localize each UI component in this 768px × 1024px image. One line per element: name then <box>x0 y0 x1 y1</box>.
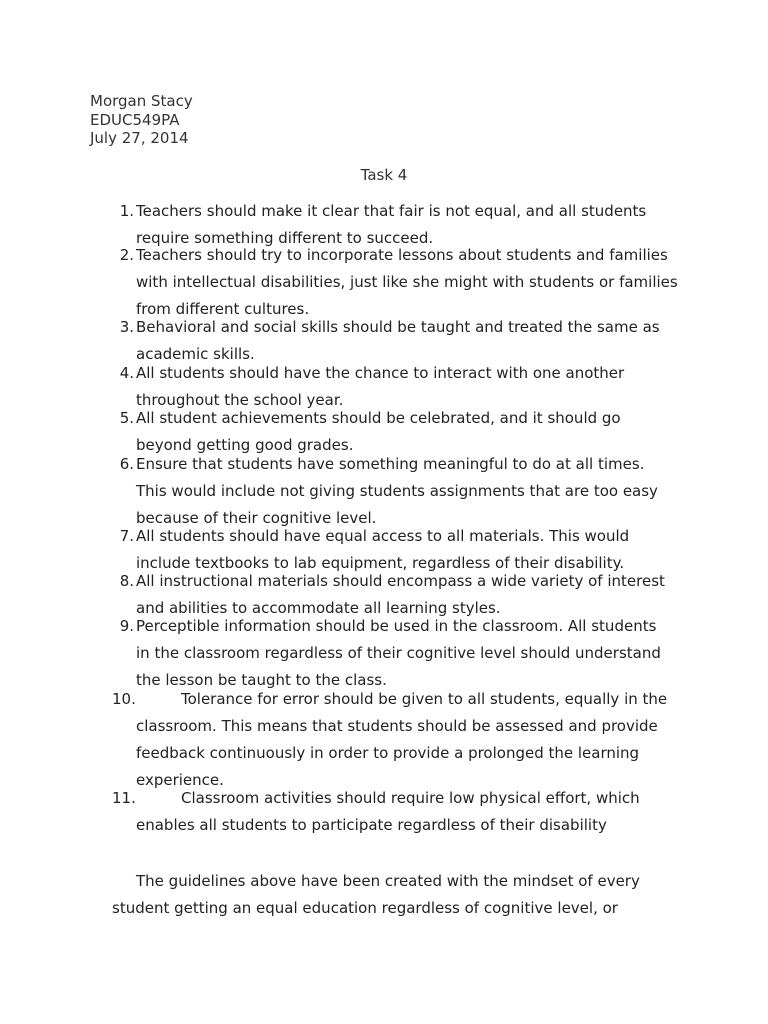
list-item-text: Perceptible information should be used in the classroom. All students in the classroom regardless of their cognitive level should understand the lesson be taught to the class. <box>136 617 661 689</box>
list-item-text: Teachers should make it clear that fair is not equal, and all students require something different to succeed. <box>136 202 647 247</box>
list-item-number: 11. <box>112 789 136 807</box>
list-item-number: 4. <box>119 364 134 382</box>
list-item-number: 9. <box>119 617 134 635</box>
list-item-number: 7. <box>119 527 134 545</box>
list-item-text: All instructional materials should encompass a wide variety of interest and abilities to accommodate all learning styles. <box>136 572 665 617</box>
list-item-number: 5. <box>119 409 134 427</box>
list-item-number: 8. <box>119 572 134 590</box>
list-item-text: All students should have equal access to all materials. This would include textbooks to lab equipment, regardless of their disability. <box>136 527 630 572</box>
page-title: Task 4 <box>360 166 408 184</box>
author-name: Morgan Stacy <box>90 92 193 110</box>
list-item-number: 1. <box>119 202 134 220</box>
list-item-text: All students should have the chance to interact with one another throughout the school year. <box>136 364 625 409</box>
list-item-text: Behavioral and social skills should be taught and treated the same as academic skills. <box>136 318 660 363</box>
list-item-number: 2. <box>119 246 134 264</box>
list-item-number: 6. <box>119 455 134 473</box>
course-code: EDUC549PA <box>90 110 180 129</box>
list-item-text-content: Tolerance for error should be given to all students, equally in the classroom. This means that students should be assessed and provide feedback continuously in order to provide a prolonged the learning experience. <box>136 690 668 789</box>
list-item-text: Teachers should try to incorporate lessons about students and families with intellectual disabilities, just like she might with students or families from different cultures. <box>136 246 678 318</box>
list-item-number: 10. <box>112 690 136 708</box>
list-item-text: All student achievements should be celebrated, and it should go beyond getting good grades. <box>136 409 621 454</box>
list-item-text <box>136 785 641 839</box>
list-item-text: Ensure that students have something meaningful to do at all times. This would include not giving students assignments that are too easy because of their cognitive level. <box>136 455 658 527</box>
closing-paragraph: The guidelines above have been created with the mindset of every student getting an equal education regardless of cognitive level, or <box>112 872 640 917</box>
list-item-number: 3. <box>119 318 134 336</box>
list-item-text <box>136 686 671 794</box>
document-date: July 27, 2014 <box>90 129 189 147</box>
list-item-text-content: Classroom activities should require low physical effort, which enables all students to participate regardless of their disability <box>136 789 640 834</box>
